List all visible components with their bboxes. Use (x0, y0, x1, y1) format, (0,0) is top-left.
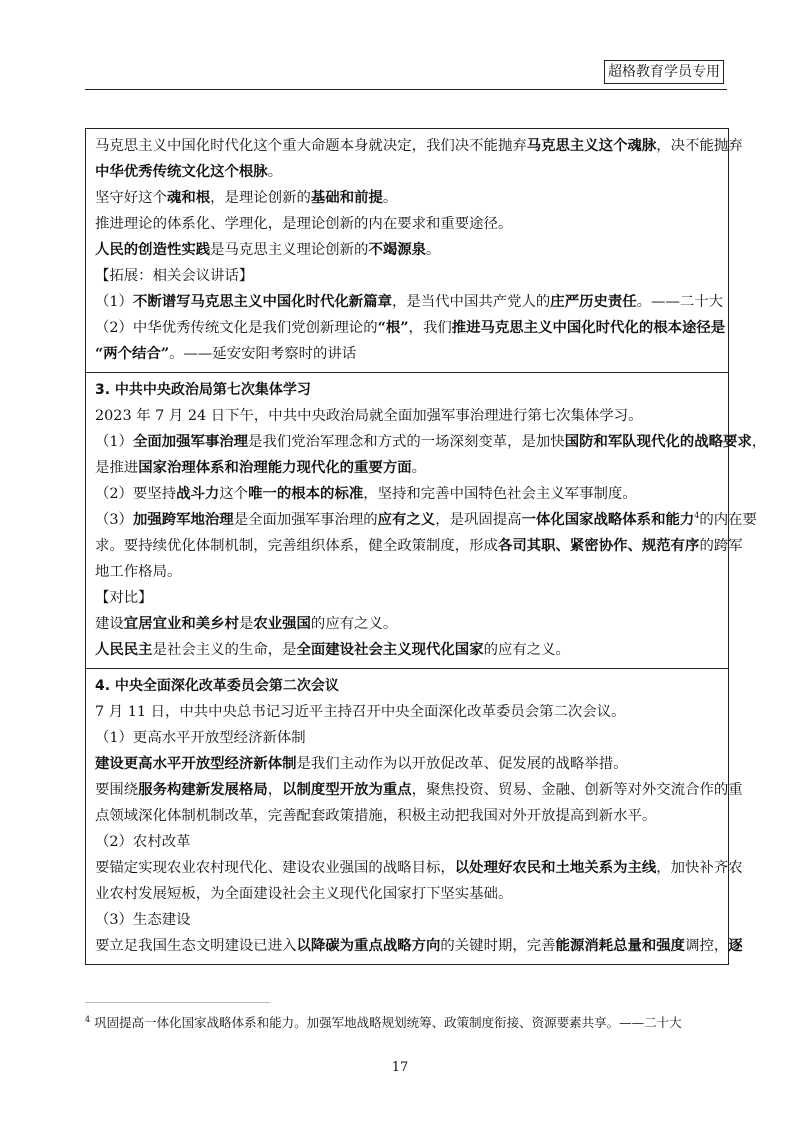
bold-span: 以处理好农民和土地关系为主线 (454, 859, 657, 876)
bold-span: 能源消耗总量和强度 (555, 937, 686, 954)
bold-span: 中华优秀传统文化这个根脉 (95, 163, 268, 180)
bold-span: 国防和军队现代化的战略要求 (564, 433, 752, 450)
bold-span: 农业强国 (253, 615, 311, 632)
bold-span: “两个结合” (95, 345, 170, 362)
footnote-text: 巩固提高一体化国家战略体系和能力。加强军地战略规划统筹、政策制度衔接、资源要素共享。——二十大 (94, 1015, 682, 1030)
bold-span: 各司其职、紧密协作、规范有序 (497, 537, 700, 554)
text-span: ，加快补齐农 (656, 860, 743, 876)
text-span: 马克思主义中国化时代化这个重大命题本身就决定，我们决不能抛弃 (95, 138, 527, 154)
text-line (95, 858, 743, 878)
header-label: 超格教育学员专用 (604, 60, 724, 84)
text-line: 业农村发展短板，为全面建设社会主义现代化国家打下坚实基础。 (95, 886, 513, 902)
text-span: 的应有之义。 (310, 616, 398, 632)
text-span: ，坚持和完善中国特色社会主义军事制度。 (363, 486, 637, 502)
text-line (95, 780, 743, 800)
bold-span: 马克思主义这个魂脉 (526, 137, 657, 154)
bold-span: 战斗力 (176, 485, 220, 502)
bold-span: 推进马克思主义中国化时代化的根本途径是 (451, 319, 726, 336)
text-span: 的内在要 (699, 512, 757, 528)
text-line (95, 318, 726, 338)
text-line (95, 484, 719, 504)
text-line (95, 292, 724, 312)
text-span: 要锚定实现农业农村现代化、建设农业强国的战略目标， (95, 860, 455, 876)
text-span: 。——延安安阳考察时的讲话 (169, 346, 357, 362)
text-span: 的跨军 (699, 538, 743, 554)
text-line (95, 240, 719, 260)
section-politburo-study (86, 373, 767, 669)
text-line (95, 640, 719, 660)
text-line (95, 432, 767, 452)
text-line (95, 936, 743, 956)
text-span: ，决不能抛弃 (656, 138, 743, 154)
bold-span: 以制度型开放为重点 (282, 781, 412, 798)
text-span: 是 (238, 616, 254, 632)
text-span: 。 (382, 190, 398, 206)
bold-span: 全面加强军事治理 (132, 433, 249, 450)
content-table (85, 128, 767, 965)
text-span: ，聚焦投资、贸易、金融、创新等对外交流合作的重 (411, 782, 743, 798)
header-rule (85, 89, 727, 90)
bold-span: 全面建设社会主义现代化国家 (296, 641, 484, 658)
text-span: 。 (267, 164, 283, 180)
text-span: 是我们党治军理念和方式的一场深刻变革，是加快 (248, 434, 565, 450)
bold-span: 服务构建新发展格局 (138, 781, 268, 798)
footnote-ref[interactable]: 4 (694, 511, 700, 521)
text-span: 的应有之义。 (483, 642, 570, 658)
text-span: ， (751, 434, 767, 450)
text-span: 是马克思主义理论创新的 (210, 242, 369, 258)
text-line (95, 136, 743, 156)
text-span: （1） (95, 294, 133, 310)
text-span: （3） (95, 512, 133, 528)
text-line: 7 月 11 日，中共中央总书记习近平主持召开中央全面深化改革委员会第二次会议。 (95, 704, 626, 720)
bold-span: 国家治理体系和治理能力现代化的重要方面 (138, 459, 412, 476)
section-heading: 4. 中央全面深化改革委员会第二次会议 (95, 678, 339, 694)
bold-span: 宜居宜业和美乡村 (123, 615, 239, 632)
text-line: 【对比】 (95, 590, 153, 606)
text-span: 是全面加强军事治理的 (233, 512, 378, 528)
text-span: 这个 (219, 486, 249, 502)
bold-span: 逐 (728, 937, 743, 954)
text-line: （2）农村改革 (95, 834, 191, 850)
text-span: ，我们 (408, 320, 452, 336)
text-line: 【拓展：相关会议讲话】 (95, 268, 254, 284)
bold-span: “根” (377, 319, 409, 336)
text-span: 的关键时期，完善 (440, 938, 556, 954)
text-span: 坚守好这个 (95, 190, 167, 206)
text-line: （3）生态建设 (95, 912, 191, 928)
footnote-rule (85, 1002, 270, 1003)
text-span: 。——二十大 (636, 294, 724, 310)
text-line: 推进理论的体系化、学理化，是理论创新的内在要求和重要途径。 (95, 216, 513, 232)
text-span: ，是理论创新的 (210, 190, 311, 206)
bold-span: 以降碳为重点战略方向 (296, 937, 441, 954)
text-line (95, 458, 719, 478)
text-span: 是我们主动作为以开放促改革、促发展的战略举措。 (296, 756, 628, 772)
text-span: （2）要坚持 (95, 486, 177, 502)
text-line: 2023 年 7 月 24 日下午，中共中央政治局就全面加强军事治理进行第七次集体学习。 (95, 408, 643, 424)
text-line (95, 754, 719, 774)
bold-span: 不断谱写马克思主义中国化时代化新篇章 (132, 293, 392, 310)
bold-span: 不竭源泉 (368, 241, 427, 258)
text-span: 建设 (95, 616, 124, 632)
bold-span: 基础和前提 (310, 189, 383, 206)
section-heading: 3. 中共中央政治局第七次集体学习 (95, 382, 311, 398)
bold-span: 唯一的根本的标准 (248, 485, 364, 502)
bold-span: 加强跨军地治理 (132, 511, 234, 528)
text-span: 是推进 (95, 460, 139, 476)
text-line (95, 344, 719, 364)
text-span: 是社会主义的生命，是 (152, 642, 297, 658)
text-span: ， (267, 782, 283, 798)
bold-span: 一体化国家战略体系和能力 (521, 511, 695, 528)
text-span: 要围绕 (95, 782, 139, 798)
text-span: 。 (411, 460, 427, 476)
text-span: 调控， (685, 938, 729, 954)
text-span: 要立足我国生态文明建设已进入 (95, 938, 297, 954)
bold-span: 魂和根 (166, 189, 211, 206)
text-line: 点领域深化体制机制改革，完善配套政策措施，积极主动把我国对外开放提高到新水平。 (95, 808, 657, 824)
bold-span: 应有之义 (377, 511, 436, 528)
text-span: 求。要持续优化体制机制，完善组织体系，健全政策制度，形成 (95, 538, 498, 554)
bold-span: 人民民主 (95, 641, 153, 658)
text-line: （1）更高水平开放型经济新体制 (95, 730, 306, 746)
text-line (95, 188, 719, 208)
text-line (95, 510, 757, 530)
page-number: 17 (391, 1060, 409, 1075)
text-span: （2）中华优秀传统文化是我们党创新理论的 (95, 320, 378, 336)
text-span: 。 (426, 242, 441, 258)
section-marxism (86, 129, 743, 373)
bold-span: 建设更高水平开放型经济新体制 (95, 755, 297, 772)
text-line (95, 536, 743, 556)
section-reform-commission (86, 669, 743, 965)
footnote-mark: 4 (85, 1014, 91, 1024)
bold-span: 人民的创造性实践 (95, 241, 211, 258)
bold-span: 庄严历史责任 (550, 293, 637, 310)
text-span: （1） (95, 434, 133, 450)
text-line: 地工作格局。 (95, 564, 182, 580)
text-span: ，是当代中国共产党人的 (391, 294, 551, 310)
text-line (95, 162, 719, 182)
text-line (95, 614, 719, 634)
text-span: ，是巩固提高 (435, 512, 522, 528)
footnote (85, 1014, 682, 1032)
